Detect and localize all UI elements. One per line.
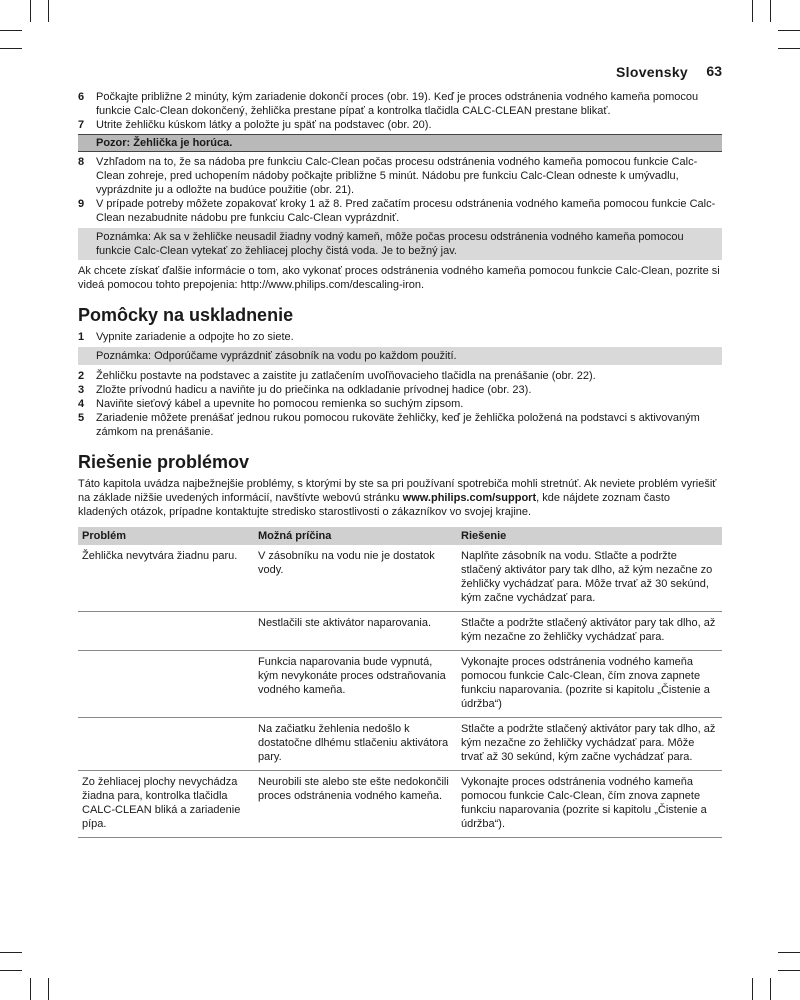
step-number: 1 [78,331,85,343]
crop-mark [48,0,49,22]
page-content [78,60,722,838]
crop-mark [778,952,800,953]
cell-problem [78,718,254,771]
cell-solution: Stlačte a podržte stlačený aktivátor pary tak dlho, až kým nezačne zo žehličky vychádzať para. [457,612,722,651]
step-text: V prípade potreby môžete zopakovať kroky 1 až 8. Pred začatím procesu odstránenia vodného kameňa pomocou funkcie Calc-Clean nezabudnite nádobu pre funkciu Calc-Clean vyprázdniť. [96,198,716,224]
troubleshooting-table [78,527,722,838]
column-header-solution: Riešenie [457,527,722,545]
cell-solution: Naplňte zásobník na vodu. Stlačte a podržte stlačený aktivátor pary tak dlho, až kým nezačne zo žehličky vychádzať para. Môže trvať až 30 sekúnd, kým začne vychádzať para. [457,545,722,612]
list-item [78,369,722,383]
crop-mark [778,48,800,49]
cell-cause: Funkcia naparovania bude vypnutá, kým nevykonáte proces odstraňovania vodného kameňa. [254,651,457,718]
cell-solution: Vykonajte proces odstránenia vodného kameňa pomocou funkcie Calc-Clean, čím znova zapnete funkciu naparovania. (pozrite si kapitolu „Čistenie a údržba“) [457,651,722,718]
list-item [78,411,722,439]
crop-mark [0,952,22,953]
steps-list [78,155,722,225]
list-item [78,90,722,118]
column-header-problem: Problém [78,527,254,545]
cell-cause: Na začiatku žehlenia nedošlo k dostatočne dlhému stlačeniu aktivátora pary. [254,718,457,771]
step-number: 7 [78,119,85,131]
step-number: 3 [78,384,85,396]
troubleshooting-intro [78,477,722,519]
crop-mark [778,970,800,971]
note-box: Poznámka: Ak sa v žehličke neusadil žiadny vodný kameň, môže počas procesu odstránenia vodného kameňa pomocou funkcie Calc-Clean vytekať zo žehliacej plochy čistá voda. Je to bežný jav. [78,228,722,260]
step-text: Zložte prívodnú hadicu a naviňte ju do priečinka na odkladanie prívodnej hadice (obr. 23). [96,384,532,396]
crop-mark [30,978,31,1000]
table-row [78,545,722,612]
step-number: 8 [78,156,85,168]
crop-mark [770,978,771,1000]
cell-solution: Vykonajte proces odstránenia vodného kameňa pomocou funkcie Calc-Clean, čím znova zapnete funkciu naparovania (pozrite si kapitolu „Čistenie a údržba“). [457,771,722,838]
cell-cause: Neurobili ste alebo ste ešte nedokončili proces odstránenia vodného kameňa. [254,771,457,838]
list-item [78,330,722,344]
crop-mark [770,0,771,22]
list-item [78,118,722,132]
step-text: Počkajte približne 2 minúty, kým zariadenie dokončí proces (obr. 19). Keď je proces odstránenia vodného kameňa pomocou funkcie Calc-Clean dokončený, žehlička prestane pípať a kontrolka tlačidla CALC-CLEAN prestane blikať. [96,91,699,117]
step-number: 9 [78,198,85,210]
step-text: Žehličku postavte na podstavec a zaistite ju zatlačením uvoľňovacieho tlačidla na prenášanie (obr. 22). [96,370,596,382]
support-link[interactable]: www.philips.com/support [402,492,537,504]
crop-mark [0,48,22,49]
cell-problem [78,612,254,651]
step-number: 5 [78,412,85,424]
info-paragraph: Ak chcete získať ďalšie informácie o tom, ako vykonať proces odstránenia vodného kameňa pomocou funkcie Calc-Clean, pozrite si videá pomocou tohto prepojenia: http://www.philips.com/descaling-iron. [78,265,720,291]
storage-steps [78,369,722,439]
step-text: Naviňte sieťový kábel a upevnite ho pomocou remienka so suchým zipsom. [96,398,464,410]
list-item [78,383,722,397]
crop-mark [778,30,800,31]
cell-problem [78,651,254,718]
caution-box: Pozor: Žehlička je horúca. [78,134,722,152]
crop-mark [30,0,31,22]
table-row [78,771,722,838]
cell-problem: Žehlička nevytvára žiadnu paru. [78,545,254,612]
step-number: 4 [78,398,85,410]
cell-problem: Zo žehliacej plochy nevychádza žiadna para, kontrolka tlačidla CALC-CLEAN bliká a zariadenie pípa. [78,771,254,838]
step-number: 2 [78,370,85,382]
list-item [78,397,722,411]
step-text: Vypnite zariadenie a odpojte ho zo siete. [96,331,294,343]
steps-list [78,90,722,132]
crop-mark [0,970,22,971]
page-header [78,60,722,90]
list-item [78,155,722,197]
step-number: 6 [78,91,85,103]
intro-text: , kde nájdete zoznam často kladených otázok, prípadne kontaktujte stredisko starostlivosti o zákazníkov vo svojej krajine. [78,492,671,518]
cell-solution: Stlačte a podržte stlačený aktivátor pary tak dlho, až kým nezačne zo žehličky vychádzať para. Môže trvať až 30 sekúnd, kým začne vychádzať para. [457,718,722,771]
storage-heading: Pomôcky na uskladnenie [78,305,294,325]
storage-steps [78,330,722,344]
page-number: 63 [706,63,722,79]
intro-text: Táto kapitola uvádza najbežnejšie problémy, s ktorými by ste sa pri používaní spotrebiča mohli stretnúť. Ak neviete problém vyriešiť na základe nižšie uvedených informácií, navštívte webovú stránku [78,478,717,504]
note-box: Poznámka: Odporúčame vyprázdniť zásobník na vodu po každom použití. [78,347,722,365]
list-item [78,197,722,225]
column-header-cause: Možná príčina [254,527,457,545]
step-text: Utrite žehličku kúskom látky a položte ju späť na podstavec (obr. 20). [96,119,432,131]
step-text: Zariadenie môžete prenášať jednou rukou pomocou rukoväte žehličky, keď je žehlička položená na podstavci s aktivovaným zámkom na prenášanie. [96,412,700,438]
crop-mark [752,978,753,1000]
cell-cause: V zásobníku na vodu nie je dostatok vody. [254,545,457,612]
crop-mark [752,0,753,22]
table-header-row [78,527,722,545]
crop-mark [0,30,22,31]
cell-cause: Nestlačili ste aktivátor naparovania. [254,612,457,651]
troubleshooting-heading: Riešenie problémov [78,452,250,472]
language-label: Slovensky [616,64,688,80]
crop-mark [48,978,49,1000]
table-row [78,651,722,718]
step-text: Vzhľadom na to, že sa nádoba pre funkciu Calc-Clean počas procesu odstránenia vodného kameňa pomocou funkcie Calc-Clean zohreje, pred uchopením nádoby počkajte približne 5 minút. Nádobu pre funkciu Calc-Clean odneste k umývadlu, vyprázdnite ju a odložte na budúce použitie (obr. 21). [96,156,698,196]
table-row [78,718,722,771]
table-row [78,612,722,651]
